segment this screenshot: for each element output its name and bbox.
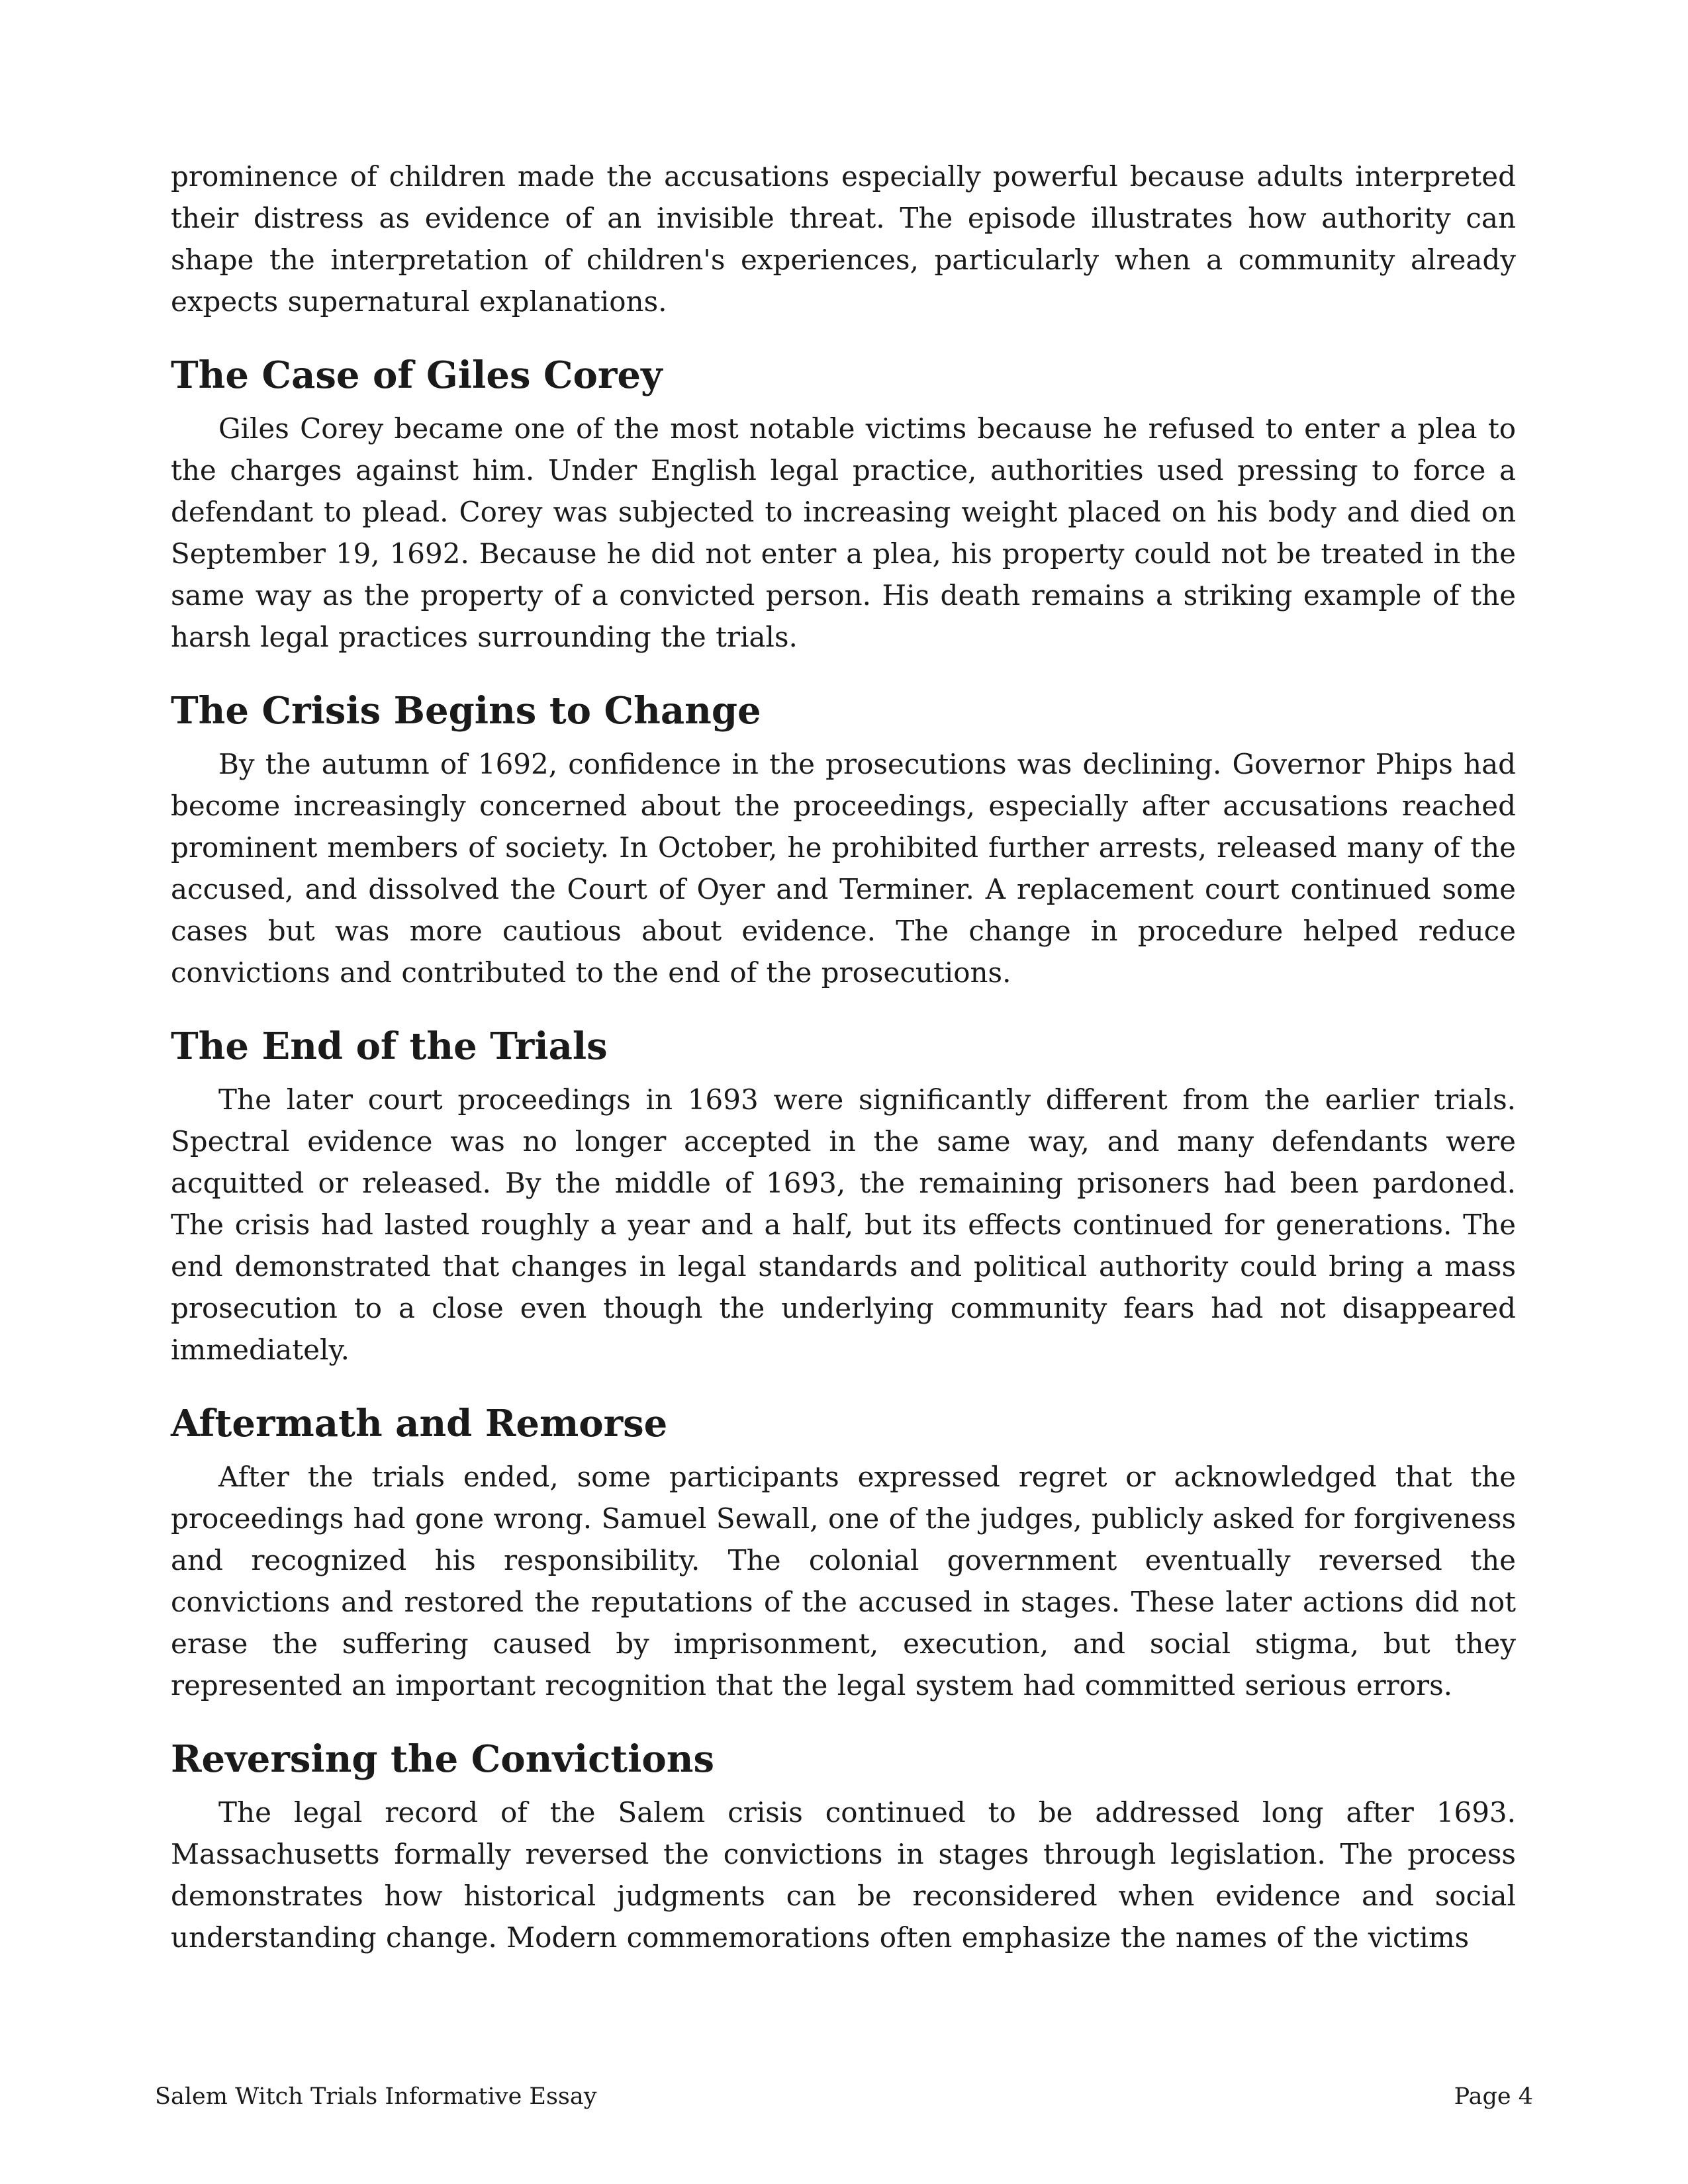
page-footer — [155, 2082, 1533, 2111]
footer-page-number: Page 4 — [1454, 2083, 1533, 2110]
section-heading: Aftermath and Remorse — [171, 1402, 668, 1445]
section-paragraph: After the trials ended, some participants expressed regret or acknowledged that the proceedings had gone wrong. Samuel Sewall, one of the judges, publicly asked for forgiveness and recognized his responsibility. The colonial government eventually reversed the convictions and restored the reputations of the accused in stages. These later actions did not erase the suffering caused by imprisonment, execution, and social stigma, but they represented an important recognition that the legal system had committed serious errors. — [171, 1461, 1516, 1702]
section-heading: The Crisis Begins to Change — [171, 689, 761, 733]
section-paragraph: The later court proceedings in 1693 were significantly different from the earlier trials. Spectral evidence was no longer accepted in the same way, and many defendants were acquitted or released. By the middle of 1693, the remaining prisoners had been pardoned. The crisis had lasted roughly a year and a half, but its effects continued for generations. The end demonstrated that changes in legal standards and political authority could bring a mass prosecution to a close even though the underlying community fears had not disappeared immediately. — [171, 1083, 1516, 1366]
section-paragraph: By the autumn of 1692, confidence in the prosecutions was declining. Governor Phips had become increasingly concerned about the proceedings, especially after accusations reached prominent members of society. In October, he prohibited further arrests, released many of the accused, and dissolved the Court of Oyer and Terminer. A replacement court continued some cases but was more cautious about evidence. The change in procedure helped reduce convictions and contributed to the end of the prosecutions. — [171, 748, 1516, 989]
intro-paragraph: prominence of children made the accusations especially powerful because adults interpreted their distress as evidence of an invisible threat. The episode illustrates how authority can shape the interpretation of children's experiences, particularly when a community already expects supernatural explanations. — [171, 160, 1516, 318]
section-aftermath-and-remorse — [171, 1371, 1516, 1706]
page-content — [171, 156, 1516, 1958]
section-paragraph: Giles Corey became one of the most notable victims because he refused to enter a plea to the charges against him. Under English legal practice, authorities used pressing to force a defendant to plead. Corey was subjected to increasing weight placed on his body and died on September 19, 1692. Because he did not enter a plea, his property could not be treated in the same way as the property of a convicted person. His death remains a striking example of the harsh legal practices surrounding the trials. — [171, 412, 1516, 653]
section-heading: Reversing the Convictions — [171, 1737, 714, 1781]
section-crisis-begins-to-change — [171, 658, 1516, 993]
section-reversing-convictions — [171, 1706, 1516, 1958]
footer-document-title: Salem Witch Trials Informative Essay — [155, 2083, 597, 2110]
section-giles-corey — [171, 322, 1516, 658]
section-paragraph: The legal record of the Salem crisis continued to be addressed long after 1693. Massachusetts formally reversed the convictions in stages through legislation. The process demonstrates how historical judgments can be reconsidered when evidence and social understanding change. Modern commemorations often emphasize the names of the victims — [171, 1796, 1516, 1954]
section-end-of-trials — [171, 993, 1516, 1371]
section-heading: The End of the Trials — [171, 1024, 608, 1068]
section-heading: The Case of Giles Corey — [171, 353, 663, 397]
